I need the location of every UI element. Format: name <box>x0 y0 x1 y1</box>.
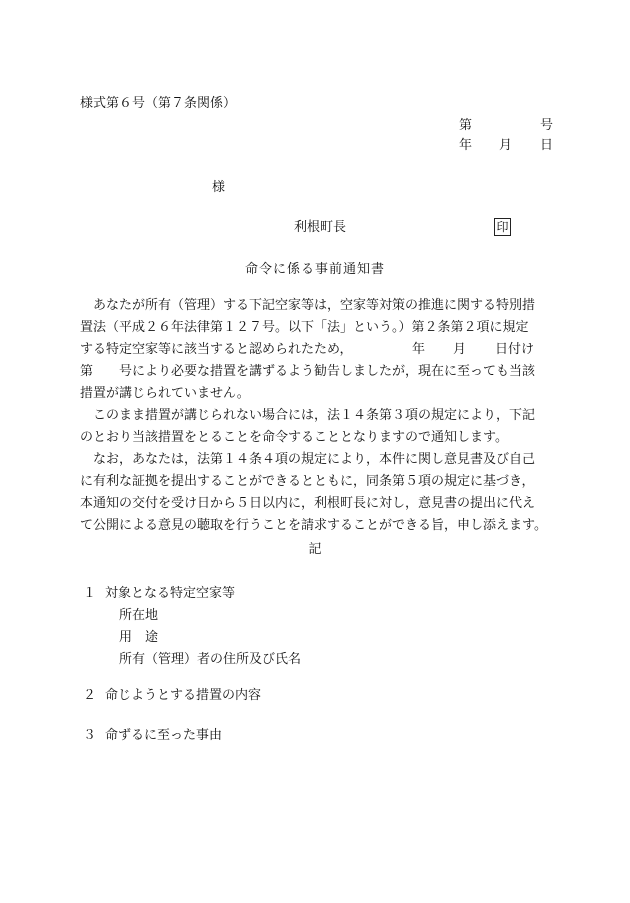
addressee-suffix: 様 <box>212 180 226 195</box>
list-item <box>83 584 235 604</box>
form-number-label: 様式第６号（第７条関係） <box>80 96 237 111</box>
item-label: 命ずるに至った事由 <box>105 728 223 743</box>
recommendation-year-label: 年 <box>412 342 426 357</box>
body-line: なお，あなたは，法第１４条４項の規定により，本件に関し意見書及び自己 <box>93 452 536 467</box>
body-line: 措置が講じられていません。 <box>80 386 250 401</box>
document-number-prefix: 第 <box>459 118 473 133</box>
body-line: 置法（平成２６年法律第１２７号。以下「法」という。）第２条第２項に規定 <box>80 320 529 335</box>
list-item <box>83 686 261 706</box>
item-label: 命じようとする措置の内容 <box>105 688 262 703</box>
date-day-label: 日 <box>540 138 554 153</box>
body-line: このまま措置が講じられない場合には，法１４条第３項の規定により，下記 <box>93 408 536 423</box>
body-line: あなたが所有（管理）する下記空家等は，空家等対策の推進に関する特別措 <box>93 298 536 313</box>
sub-item: 用途 <box>119 630 172 645</box>
body-line: のとおり当該措置をとることを命令することとなりますので通知します。 <box>80 430 508 445</box>
body-line <box>80 340 352 360</box>
item-number: １ <box>83 586 97 601</box>
date-month-label: 月 <box>499 138 513 153</box>
body-line: 第 <box>80 364 94 379</box>
list-item <box>83 726 222 746</box>
date-year-label: 年 <box>459 138 473 153</box>
item-number: ３ <box>83 728 97 743</box>
seal-stamp-box: 印 <box>494 218 511 236</box>
body-line: に有利な証拠を提出することができるとともに，同条第５項の規定に基づき， <box>80 474 535 489</box>
recommendation-day-label: 日付け <box>495 342 535 357</box>
document-number-suffix: 号 <box>540 118 554 133</box>
document-title: 命令に係る事前通知書 <box>244 262 385 277</box>
body-text: する特定空家等に該当すると認められたため， <box>80 342 353 357</box>
sub-item: 所在地 <box>119 608 159 623</box>
ki-heading: 記 <box>308 542 322 557</box>
recommendation-month-label: 月 <box>453 342 467 357</box>
sub-item: 所有（管理）者の住所及び氏名 <box>119 652 302 667</box>
item-label: 対象となる特定空家等 <box>105 586 236 601</box>
body-line: 号により必要な措置を講ずるよう勧告しましたが，現在に至っても当該 <box>119 364 536 379</box>
sender-name: 利根町長 <box>294 220 347 235</box>
body-line: て公開による意見の聴取を行うことを請求することができる旨，申し添えます。 <box>80 518 547 533</box>
item-number: ２ <box>83 688 97 703</box>
body-line: 本通知の交付を受け日から５日以内に，利根町長に対し，意見書の提出に代え <box>80 496 536 511</box>
